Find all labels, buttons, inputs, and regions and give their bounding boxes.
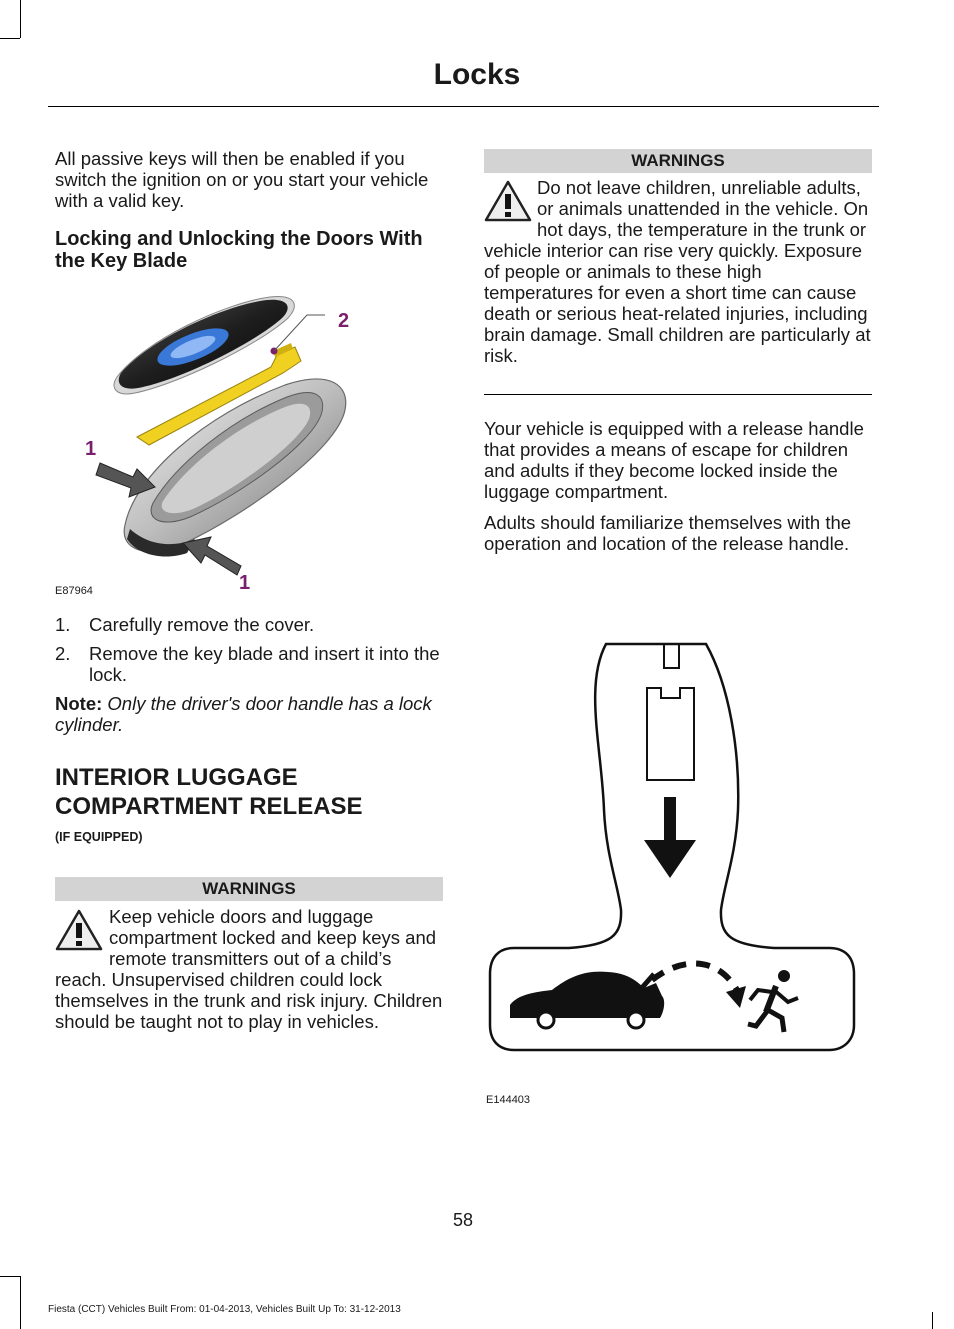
page-number: 58 bbox=[452, 1210, 474, 1230]
warning-end-rule bbox=[484, 394, 872, 395]
callout-2-label: 2 bbox=[338, 310, 350, 332]
crop-mark bbox=[20, 0, 21, 38]
section-heading-suffix: (IF EQUIPPED) bbox=[55, 830, 143, 844]
key-body bbox=[124, 379, 346, 557]
crop-mark bbox=[20, 1276, 21, 1329]
warnings-header: WARNINGS bbox=[484, 149, 872, 173]
press-arrow-icon bbox=[183, 537, 241, 575]
note-label: Note: bbox=[55, 693, 103, 714]
release-handle-figure bbox=[484, 640, 874, 1060]
note-text: Only the driver's door handle has a lock cylinder. bbox=[55, 693, 432, 735]
warnings-header: WARNINGS bbox=[55, 877, 443, 901]
warning-triangle-icon bbox=[484, 179, 532, 223]
callout-1-label: 1 bbox=[85, 438, 97, 460]
crop-mark bbox=[0, 38, 20, 39]
list-item: 2. Remove the key blade and insert it into the lock. bbox=[55, 643, 440, 685]
intro-paragraph: All passive keys will then be enabled if you switch the ignition on or you start your vehicle with a valid key. bbox=[55, 148, 429, 211]
warning-box: Keep vehicle doors and luggage compartment locked and keep keys and remote transmitters out of a child’s reach. Unsupervised children could lock themselves in the trunk and risk injury. Children should be taught not to play in vehicles. bbox=[55, 906, 443, 1032]
warning-triangle-icon bbox=[55, 908, 103, 952]
paragraph: Your vehicle is equipped with a release handle that provides a means of escape for children and adults if they become locked inside the luggage compartment. bbox=[484, 418, 864, 502]
callout-1-label: 1 bbox=[239, 572, 251, 594]
subheading-key-blade: Locking and Unlocking the Doors With the Key Blade bbox=[55, 228, 423, 272]
footer-doc-info: Fiesta (CCT) Vehicles Built From: 01-04-2013, Vehicles Built Up To: 31-12-2013 bbox=[48, 1304, 401, 1315]
note bbox=[55, 693, 447, 735]
crop-mark bbox=[0, 1276, 20, 1277]
key-blade-figure bbox=[55, 285, 447, 605]
paragraph: Adults should familiarize themselves with the operation and location of the release handle. bbox=[484, 512, 852, 554]
warning-box: Do not leave children, unreliable adults, or animals unattended in the vehicle. On hot days, the temperature in the trunk or vehicle interior can rise very quickly. Exposure of people or animals to these high temperatures for even a short time can cause death or serious heat-related injuries, including brain damage. Small children are particularly at risk. bbox=[484, 177, 871, 366]
list-item: 1. Carefully remove the cover. bbox=[55, 614, 315, 635]
figure-id: E144403 bbox=[486, 1094, 531, 1106]
figure-id: E87964 bbox=[55, 585, 93, 597]
page-title: Locks bbox=[433, 58, 521, 91]
header-rule bbox=[48, 106, 879, 107]
crop-mark bbox=[932, 1312, 933, 1329]
section-heading: INTERIOR LUGGAGE COMPARTMENT RELEASE (IF EQUIPPED) bbox=[55, 763, 447, 852]
